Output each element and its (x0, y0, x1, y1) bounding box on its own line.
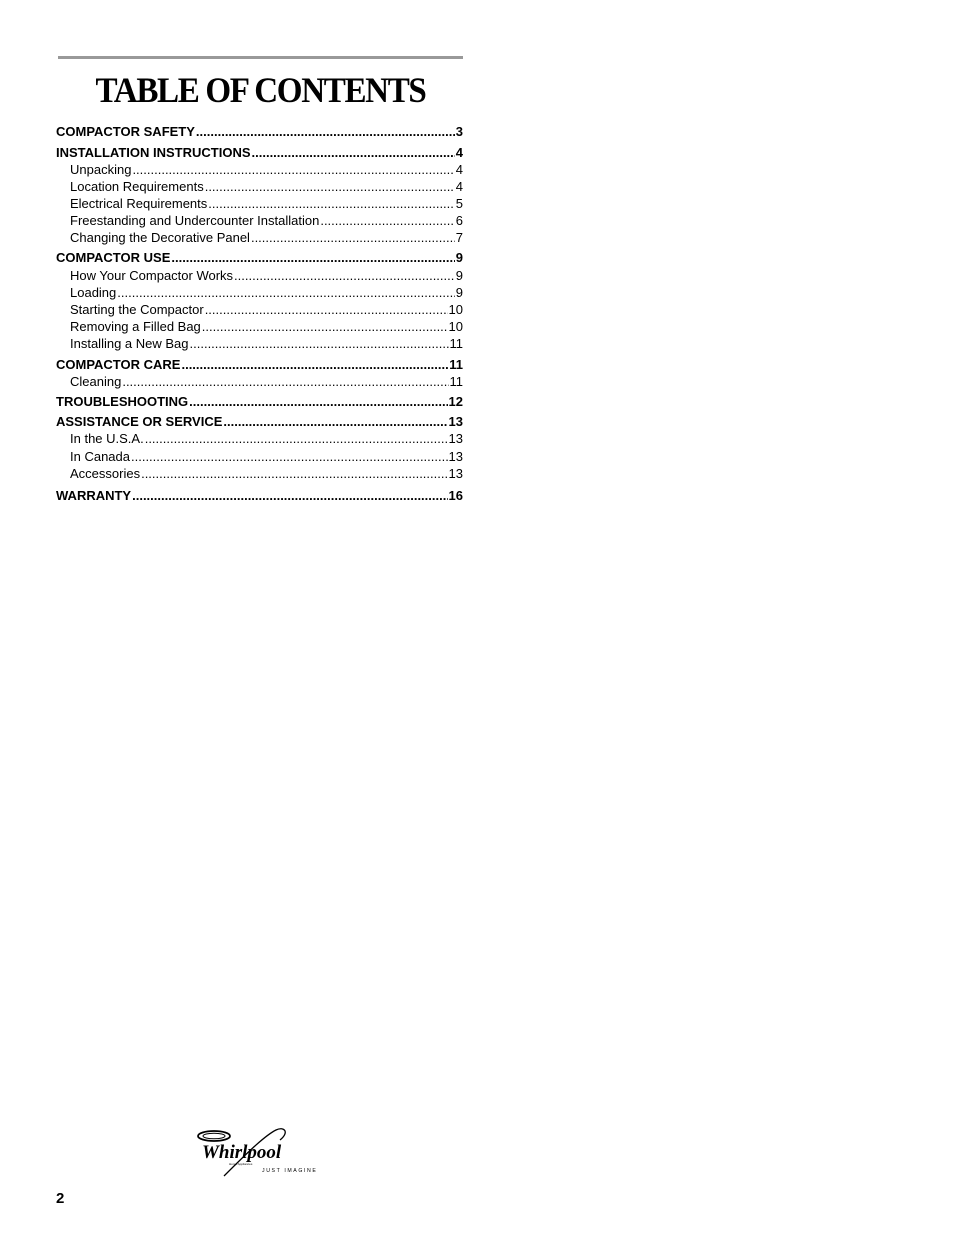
toc-entry-label: Loading (70, 285, 117, 300)
toc-entry-page: 11 (449, 374, 463, 389)
toc-entry-label: Changing the Decorative Panel (70, 230, 250, 245)
toc-leader-dots (251, 230, 455, 246)
toc-leader-dots (117, 285, 454, 301)
toc-leader-dots (122, 374, 448, 390)
toc-section-entry (56, 488, 463, 504)
toc-entry-page: 3 (455, 124, 463, 139)
toc-leader-dots (189, 394, 447, 410)
toc-leader-dots (223, 414, 447, 430)
toc-leader-dots (145, 431, 448, 447)
toc-entry-label: WARRANTY (56, 488, 132, 503)
toc-subsection-entry (70, 374, 463, 390)
toc-leader-dots (132, 162, 454, 178)
toc-entry-page: 13 (448, 431, 463, 446)
toc-entry-page: 13 (448, 414, 463, 429)
toc-entry-label: COMPACTOR CARE (56, 357, 181, 372)
toc-leader-dots (190, 336, 449, 352)
toc-subsection-entry (70, 268, 463, 284)
toc-section-entry (56, 145, 463, 161)
toc-section-entry (56, 394, 463, 410)
toc-entry-label: INSTALLATION INSTRUCTIONS (56, 145, 251, 160)
logo-brand: Whirlpool (202, 1142, 282, 1163)
toc-subsection-entry (70, 230, 463, 246)
toc-leader-dots (202, 319, 448, 335)
logo-subtext: Home Appliances (229, 1162, 253, 1166)
toc-entry-page: 10 (448, 319, 463, 334)
toc-subsection-entry (70, 285, 463, 301)
toc-leader-dots (171, 250, 454, 266)
toc-subsection-entry (70, 302, 463, 318)
logo-tagline: JUST IMAGINE (262, 1168, 318, 1174)
toc-leader-dots (205, 179, 455, 195)
toc-entry-label: Accessories (70, 466, 141, 481)
toc-entry-page: 9 (455, 285, 463, 300)
whirlpool-logo (194, 1126, 324, 1180)
toc-entry-label: Freestanding and Undercounter Installation (70, 213, 320, 228)
toc-entry-label: COMPACTOR SAFETY (56, 124, 195, 139)
toc-subsection-entry (70, 431, 463, 447)
toc-entry-label: Starting the Compactor (70, 302, 204, 317)
toc-entry-page: 9 (455, 250, 463, 265)
toc-entry-page: 7 (455, 230, 463, 245)
toc-leader-dots (320, 213, 454, 229)
toc-section-entry (56, 357, 463, 373)
toc-subsection-entry (70, 179, 463, 195)
toc-entry-page: 12 (448, 394, 463, 409)
toc-entry-page: 9 (455, 268, 463, 283)
toc-subsection-entry (70, 336, 463, 352)
toc-entry-label: In the U.S.A. (70, 431, 144, 446)
toc-entry-page: 11 (449, 357, 463, 372)
toc-subsection-entry (70, 213, 463, 229)
toc-entry-label: TROUBLESHOOTING (56, 394, 189, 409)
page-title: TABLE OF CONTENTS (95, 70, 426, 110)
toc-entry-page: 4 (455, 179, 463, 194)
toc-entry-label: Location Requirements (70, 179, 204, 194)
toc-entry-page: 4 (455, 162, 463, 177)
toc-leader-dots (181, 357, 448, 373)
toc-entry-label: In Canada (70, 449, 130, 464)
toc-subsection-entry (70, 162, 463, 178)
toc-leader-dots (141, 466, 447, 482)
toc-section-entry (56, 124, 463, 140)
toc-entry-page: 5 (455, 196, 463, 211)
toc-leader-dots (131, 449, 448, 465)
toc-entry-page: 16 (448, 488, 463, 503)
toc-entry-label: Unpacking (70, 162, 132, 177)
toc-entry-page: 10 (448, 302, 463, 317)
toc-leader-dots (234, 268, 455, 284)
toc-entry-label: Electrical Requirements (70, 196, 208, 211)
toc-entry-page: 4 (455, 145, 463, 160)
toc-entry-page: 11 (449, 336, 463, 351)
toc-section-entry (56, 250, 463, 266)
toc-section-entry (56, 414, 463, 430)
toc-leader-dots (252, 145, 455, 161)
toc-subsection-entry (70, 466, 463, 482)
toc-entry-label: How Your Compactor Works (70, 268, 234, 283)
toc-leader-dots (196, 124, 455, 140)
toc-subsection-entry (70, 196, 463, 212)
page-number: 2 (56, 1190, 65, 1207)
toc-leader-dots (132, 488, 447, 504)
toc-leader-dots (205, 302, 448, 318)
toc-entry-label: COMPACTOR USE (56, 250, 171, 265)
toc-entry-page: 13 (448, 449, 463, 464)
toc-entry-label: Cleaning (70, 374, 122, 389)
toc-entry-page: 13 (448, 466, 463, 481)
toc-entry-label: Installing a New Bag (70, 336, 189, 351)
toc-subsection-entry (70, 319, 463, 335)
top-rule (58, 56, 463, 59)
toc-entry-label: ASSISTANCE OR SERVICE (56, 414, 223, 429)
toc-leader-dots (208, 196, 454, 212)
toc-subsection-entry (70, 449, 463, 465)
toc-entry-page: 6 (455, 213, 463, 228)
toc-entry-label: Removing a Filled Bag (70, 319, 201, 334)
